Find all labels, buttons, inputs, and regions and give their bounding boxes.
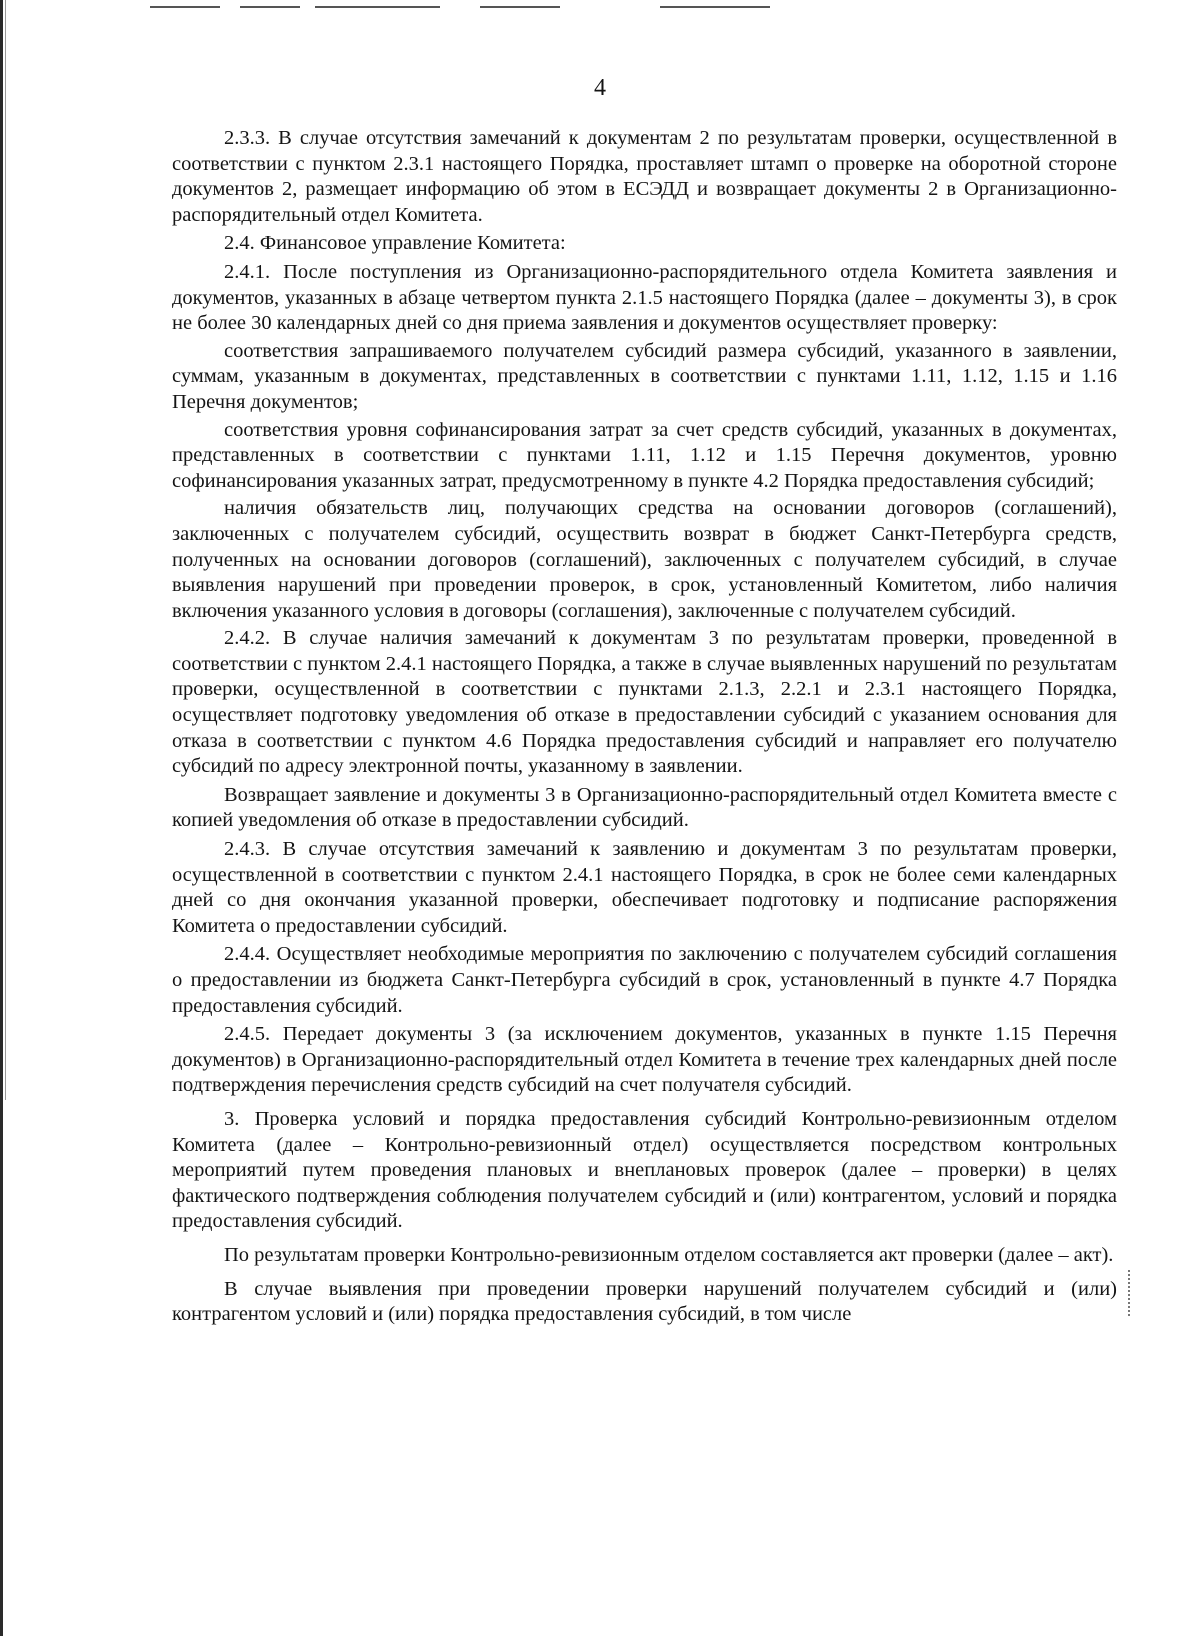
document-body [172,126,1117,1328]
paragraph-return-documents: Возвращает заявление и документы 3 в Организационно-распорядительный отдел Комитета вместе с копией уведомления об отказе в предоставлении субсидий. [172,783,1117,832]
paragraph-3: 3. Проверка условий и порядка предоставления субсидий Контрольно-ревизионным отделом Комитета (далее – Контрольно-ревизионный отдел) осуществляется посредством контрольных мероприятий путем проведения плановых и внеплановых проверок (далее – проверки) в целях фактического подтверждения соблюдения получателем субсидий и (или) контрагентом, условий и порядка предоставления субсидий. [172,1107,1117,1233]
scan-left-edge-shadow [5,0,6,1100]
paragraph-2-3-3: 2.3.3. В случае отсутствия замечаний к документам 2 по результатам проверки, осуществленной в соответствии с пунктом 2.3.1 настоящего Порядка, проставляет штамп о проверке на оборотной стороне документов 2, размещает информацию об этом в ЕСЭДД и возвращает документы 2 в Организационно-распорядительный отдел Комитета. [172,127,1117,226]
paragraph-2-4-2: 2.4.2. В случае наличия замечаний к документам 3 по результатам проверки, проведенной в соответствии с пунктом 2.4.1 настоящего Порядка, а также в случае выявленных нарушений по результатам проверки, осуществленной в соответствии с пунктами 2.1.3, 2.2.1 и 2.3.1 настоящего Порядка, осуществляет подготовку уведомления об отказе в предоставлении субсидий с указанием основания для отказа в соответствии с пунктом 4.6 Порядка предоставления субсидий и направляет его получателю субсидий по адресу электронной почты, указанному в заявлении. [172,627,1117,778]
paragraph-check-amount: соответствия запрашиваемого получателем субсидий размера субсидий, указанного в заявлении, суммам, указанным в документах, представленных в соответствии с пунктами 1.11, 1.12, 1.15 и 1.16 Перечня документов; [172,339,1117,413]
paragraph-2-4-3: 2.4.3. В случае отсутствия замечаний к заявлению и документам 3 по результатам проверки, осуществленной в соответствии с пунктом 2.4.1 настоящего Порядка, в срок не более семи календарных дней со дня окончания указанной проверки, обеспечивает подготовку и подписание распоряжения Комитета о предоставлении субсидий. [172,838,1117,937]
paragraph-violations: В случае выявления при проведении проверки нарушений получателем субсидий и (или) контрагентом условий и (или) порядка предоставления субсидий, в том числе [172,1277,1117,1326]
paragraph-2-4-heading: 2.4. Финансовое управление Комитета: [224,232,566,255]
page-number: 4 [594,75,606,101]
paragraph-inspection-act: По результатам проверки Контрольно-ревизионным отделом составляется акт проверки (далее – акт). [224,1243,1114,1266]
scan-right-artifact [1128,1270,1132,1316]
paragraph-check-obligations: наличия обязательств лиц, получающих средства на основании договоров (соглашений), заключенных с получателем субсидий, осуществить возврат в бюджет Санкт-Петербурга средств, полученных на основании договоров (соглашений), заключенных с получателем субсидий, в случае выявления нарушений при проведении проверок, в срок, установленный Комитетом, либо наличия включения указанного условия в договоры (соглашения), заключенные с получателем субсидий. [172,497,1117,622]
scan-left-edge [0,0,3,1636]
paragraph-2-4-4: 2.4.4. Осуществляет необходимые мероприятия по заключению с получателем субсидий соглашения о предоставлении из бюджета Санкт-Петербурга субсидий в срок, установленный в пункте 4.7 Порядка предоставления субсидий. [172,943,1117,1017]
paragraph-check-cofinancing: соответствия уровня софинансирования затрат за счет средств субсидий, указанных в документах, представленных в соответствии с пунктами 1.11, 1.12 и 1.15 Перечня документов, уровню софинансирования указанных затрат, предусмотренному в пункте 4.2 Порядка предоставления субсидий; [172,418,1117,492]
paragraph-2-4-5: 2.4.5. Передает документы 3 (за исключением документов, указанных в пункте 1.15 Перечня документов) в Организационно-распорядительный отдел Комитета в течение трех календарных дней после подтверждения перечисления средств субсидий на счет получателя субсидий. [172,1023,1117,1097]
paragraph-2-4-1: 2.4.1. После поступления из Организационно-распорядительного отдела Комитета заявления и документов, указанных в абзаце четвертом пункта 2.1.5 настоящего Порядка (далее – документы 3), в срок не более 30 календарных дней со дня приема заявления и документов осуществляет проверку: [172,260,1117,335]
scan-top-artifacts [150,6,850,10]
